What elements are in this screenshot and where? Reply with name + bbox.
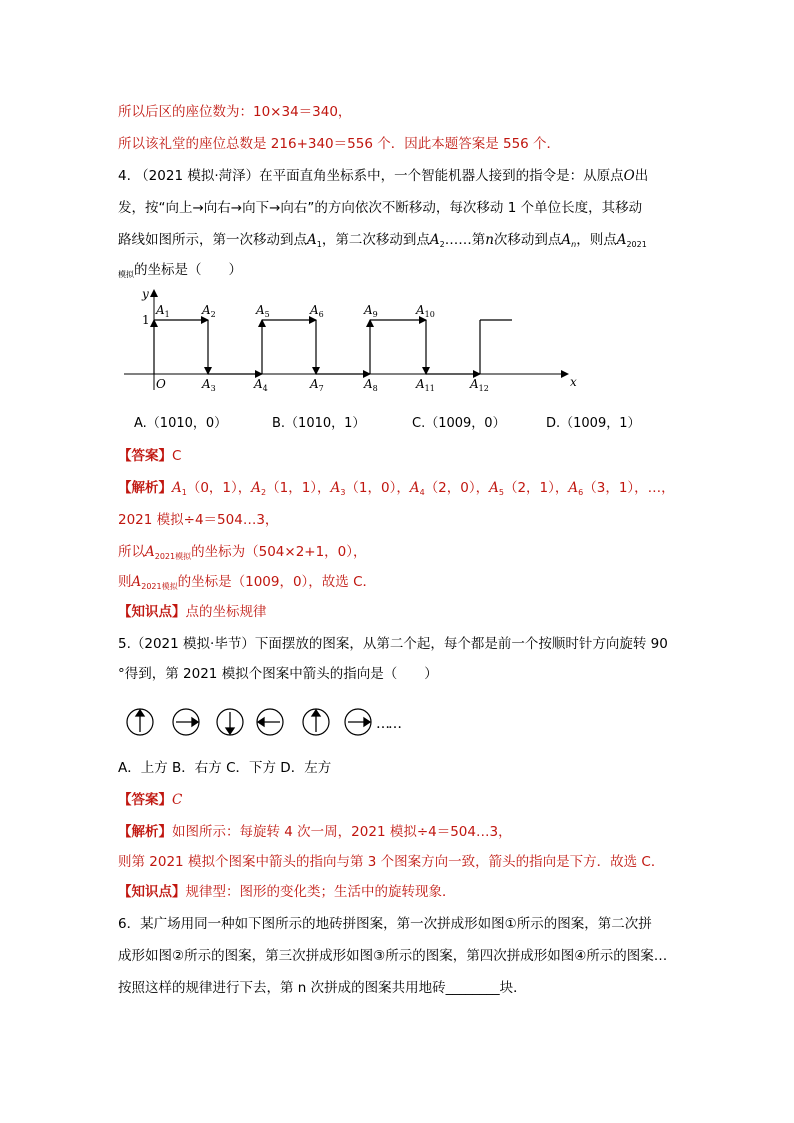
q5-line-1: 5.（2021 模拟·毕节）下面摆放的图案，从第二个起，每个都是前一个按顺时针方向旋转 90 bbox=[118, 636, 668, 652]
q4-option-d: D.（1009，1） bbox=[546, 416, 641, 431]
arrow-up-icon bbox=[136, 710, 144, 732]
arrow-down-icon bbox=[226, 712, 234, 734]
q5-answer: 【答案】C bbox=[118, 792, 183, 808]
q5-knowledge: 【知识点】规律型：图形的变化类；生活中的旋转现象． bbox=[118, 884, 456, 900]
arrow-left-icon bbox=[258, 718, 280, 726]
q4-line-3: 路线如图所示，第一次移动到点$A_1$，第二次移动到点$A_2\dots\dots$第n次移动到点$A_n$，则点$A_{2021}$ bbox=[118, 232, 647, 249]
point-A10: $A_{10}$ bbox=[416, 303, 435, 319]
point-A9: $A_9$ bbox=[364, 303, 378, 319]
point-A1: $A_1$ bbox=[156, 303, 170, 319]
y-axis-label: y bbox=[142, 287, 149, 301]
point-A3: $A_3$ bbox=[202, 377, 216, 393]
arrow-right-icon bbox=[176, 718, 198, 726]
point-A5: $A_5$ bbox=[256, 303, 270, 319]
q4-analysis-line-3: 所以$A_{2021模拟}$的坐标为（504×2+1，0）， bbox=[118, 544, 367, 561]
point-A12: $A_{12}$ bbox=[470, 377, 489, 393]
q5-analysis-line-2: 则第 2021 模拟个图案中箭头的指向与第 3 个图案方向一致，箭头的指向是下方．故选 C． bbox=[118, 854, 665, 870]
point-A11: $A_{11}$ bbox=[416, 377, 435, 393]
q4-option-c: C.（1009，0） bbox=[412, 416, 506, 431]
origin-label: O bbox=[156, 377, 166, 391]
q5-options: A．上方 B．右方 C．下方 D．左方 bbox=[118, 760, 332, 776]
arrow-pattern-figure bbox=[118, 702, 418, 742]
arrow-up-icon bbox=[312, 710, 320, 732]
q4-answer: 【答案】C bbox=[118, 448, 182, 464]
x-axis-label: x bbox=[570, 375, 577, 389]
point-A4: $A_4$ bbox=[254, 377, 268, 393]
arrow-pattern-ellipsis: … bbox=[388, 716, 402, 732]
point-A8: $A_8$ bbox=[364, 377, 378, 393]
q4-line-1: 4. （2021 模拟·菏泽）在平面直角坐标系中，一个智能机器人接到的指令是：从原点O出 bbox=[118, 168, 649, 184]
q4-analysis-line-1: 【解析】$A_1(0$，1），$A_2(1$，1），$A_3(1$，0），$A_4(2$，0），$A_5(2$，1），$A_6(3$，1），…， bbox=[118, 480, 675, 497]
prev-answer-line-2: 所以该礼堂的座位总数是 216+340＝556 个．因此本题答案是 556 个． bbox=[118, 136, 561, 152]
q4-knowledge: 【知识点】点的坐标规律 bbox=[118, 604, 267, 620]
q4-option-a: A.（1010，0） bbox=[134, 416, 228, 431]
q4-analysis-line-4: 则$A_{2021模拟}$的坐标是（1009，0），故选 C． bbox=[118, 574, 377, 591]
q6-line-2: 成形如图②所示的图案，第三次拼成形如图③所示的图案，第四次拼成形如图④所示的图案… bbox=[118, 948, 668, 964]
robot-path-figure bbox=[118, 282, 588, 394]
point-A2: $A_2$ bbox=[202, 303, 216, 319]
q4-line-2: 发，按“向上→向右→向下→向右”的方向依次不断移动，每次移动 1 个单位长度，其移动 bbox=[118, 200, 643, 216]
q4-analysis-line-2: 2021 模拟÷4＝504…3， bbox=[118, 512, 279, 528]
tick-1-label: 1 bbox=[142, 313, 150, 327]
arrow-pattern-ellipsis: … bbox=[376, 716, 390, 732]
q6-line-3: 按照这样的规律进行下去，第 n 次拼成的图案共用地砖________块． bbox=[118, 980, 527, 996]
point-A7: $A_7$ bbox=[310, 377, 324, 393]
q5-analysis-line-1: 【解析】如图所示：每旋转 4 次一周，2021 模拟÷4＝504…3， bbox=[118, 824, 512, 840]
q4-line-4: $_{模拟}$的坐标是（ ） bbox=[118, 262, 242, 279]
arrow-right-icon bbox=[348, 718, 370, 726]
q5-line-2: °得到，第 2021 模拟个图案中箭头的指向是（ ） bbox=[118, 666, 438, 682]
q6-line-1: 6．某广场用同一种如下图所示的地砖拼图案，第一次拼成形如图①所示的图案，第二次拼 bbox=[118, 916, 652, 932]
q4-option-b: B.（1010，1） bbox=[272, 416, 366, 431]
prev-answer-line-1: 所以后区的座位数为：10×34＝340， bbox=[118, 104, 352, 120]
point-A6: $A_6$ bbox=[310, 303, 324, 319]
